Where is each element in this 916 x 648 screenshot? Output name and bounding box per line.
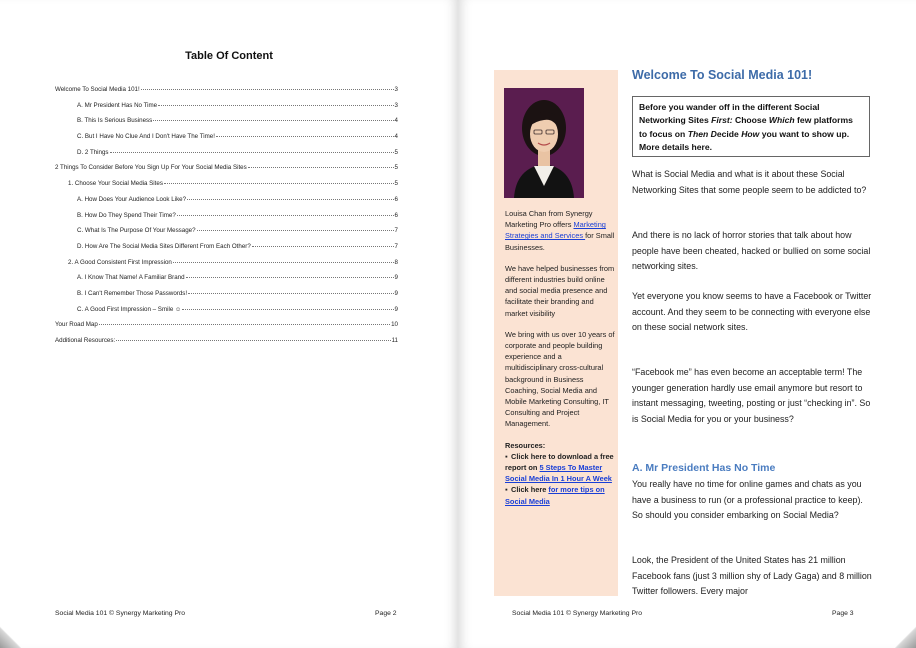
toc-entry-label: B. How Do They Spend Their Time? (77, 211, 176, 219)
toc-entry-page: 8 (394, 258, 398, 266)
toc-entry-page: 9 (394, 305, 398, 313)
toc-entry-label: Additional Resources: (55, 337, 116, 344)
sidebar-intro (505, 208, 615, 253)
callout-text-5: few platforms to focus on (639, 115, 853, 139)
toc-leader-dots (158, 105, 393, 106)
toc-entry[interactable] (55, 86, 398, 102)
toc-entry-page: 7 (394, 227, 398, 235)
toc-title: Table Of Content (185, 50, 273, 62)
page-heading: Welcome To Social Media 101! (632, 68, 813, 82)
toc-entry-page: 4 (394, 133, 398, 141)
toc-leader-dots (153, 120, 393, 121)
toc-entry-label: D. 2 Things (77, 148, 109, 156)
sidebar-intro-text: Louisa Chan from Synergy Marketing Pro offers (505, 209, 593, 230)
free-report-link[interactable]: 5 Steps To Master Social Media In 1 Hour A Week (505, 463, 612, 484)
toc-list (55, 86, 398, 353)
toc-entry-label: A. I Know That Name! A Familiar Brand (77, 274, 185, 282)
toc-leader-dots (216, 136, 394, 137)
toc-entry-label: D. How Are The Social Media Sites Different From Each Other? (77, 242, 251, 250)
toc-entry-label: B. I Can't Remember Those Passwords! (77, 289, 188, 297)
toc-entry-label: A. Mr President Has No Time (77, 101, 158, 109)
paragraph-3: Yet everyone you know seems to have a Facebook or Twitter account. And they seem to be connecting with everyone else on these social network sites. (632, 291, 872, 333)
resource-item (505, 451, 615, 485)
callout-text-4: Which (768, 115, 795, 126)
toc-entry[interactable] (55, 259, 398, 275)
toc-entry[interactable] (55, 180, 398, 196)
toc-leader-dots (173, 262, 394, 263)
toc-entry[interactable] (55, 243, 398, 259)
toc-leader-dots (116, 340, 390, 341)
toc-entry-page: 7 (394, 242, 398, 250)
toc-entry[interactable] (55, 337, 398, 353)
paragraph-6: Look, the President of the United States has 21 million Facebook fans (just 3 million shy of Lady Gaga) and 8 million Twitter followers. Every major (632, 555, 872, 597)
toc-leader-dots (197, 230, 394, 231)
toc-entry[interactable] (55, 133, 398, 149)
toc-entry[interactable] (55, 290, 398, 306)
sidebar-para-2: We have helped businesses from different industries build online and social media presence and facilitate their branding and market visibility (505, 263, 615, 318)
toc-entry[interactable] (55, 149, 398, 165)
callout-text-7: ecide (716, 128, 742, 139)
footer-right-page-number: Page 3 (832, 610, 854, 617)
bullet-icon: ▪ (505, 451, 508, 461)
toc-leader-dots (110, 152, 394, 153)
marketing-services-link[interactable]: Marketing Strategies and Services (505, 220, 606, 241)
sidebar-text (505, 208, 615, 507)
author-sidebar (494, 70, 618, 596)
toc-entry-label: C. A Good First Impression – Smile ☺ (77, 305, 182, 313)
toc-leader-dots (188, 293, 393, 294)
toc-leader-dots (248, 167, 394, 168)
toc-entry-label: 2 Things To Consider Before You Sign Up For Your Social Media Sites (55, 164, 247, 172)
resources-title: Resources: (505, 440, 546, 450)
toc-entry-label: A. How Does Your Audience Look Like? (77, 195, 187, 203)
resource-1-text: Click here to download a free report on (505, 451, 614, 473)
toc-leader-dots (141, 89, 394, 90)
toc-entry[interactable] (55, 212, 398, 228)
toc-leader-dots (186, 277, 394, 278)
callout-text-1: Before you wander off in the different Social Networking Sites (639, 102, 820, 126)
toc-entry-label: C. What Is The Purpose Of Your Message? (77, 227, 196, 235)
toc-leader-dots (99, 324, 390, 325)
paragraph-2: And there is no lack of horror stories that talk about how people have been cheated, hacked or bullied on some social networking sites. (632, 230, 871, 272)
toc-entry-page: 11 (391, 337, 398, 344)
paragraph-5: You really have no time for online games and chats as you have a business to run (or a professional practice to keep). So should you consider embarking on Social Media? (632, 479, 863, 521)
toc-entry-page: 4 (394, 117, 398, 125)
toc-entry-label: 2. A Good Consistent First Impression (68, 258, 172, 266)
toc-entry-label: Your Road Map (55, 321, 98, 329)
toc-entry-page: 6 (394, 211, 398, 219)
page-curl-left[interactable] (0, 626, 22, 648)
toc-entry[interactable] (55, 102, 398, 118)
toc-entry[interactable] (55, 321, 398, 337)
footer-right-text: Social Media 101 © Synergy Marketing Pro (512, 610, 643, 617)
toc-entry[interactable] (55, 117, 398, 133)
toc-entry-page: 5 (394, 164, 398, 172)
resources-list (505, 451, 615, 507)
toc-entry[interactable] (55, 196, 398, 212)
callout-text-3: Choose (732, 115, 769, 126)
subheading: A. Mr President Has No Time (632, 462, 776, 474)
paragraph-1: What is Social Media and what is it about these Social Networking Sites that some people seem to be addicted to? (632, 169, 867, 195)
callout-text-8: How (741, 128, 760, 139)
footer-page-number: Page 2 (375, 610, 397, 617)
toc-entry-page: 10 (391, 321, 398, 329)
toc-entry-label: B. This Is Serious Business (77, 117, 153, 125)
sidebar-intro-end: for Small Businesses. (505, 231, 615, 252)
toc-entry-page: 9 (394, 289, 398, 297)
toc-leader-dots (187, 199, 394, 200)
toc-entry[interactable] (55, 306, 398, 322)
toc-leader-dots (252, 246, 394, 247)
callout-text-9: you want to show up. More details here. (639, 128, 850, 152)
toc-entry-label: 1. Choose Your Social Media Sites (68, 180, 163, 188)
toc-entry-label: Welcome To Social Media 101! (55, 86, 140, 93)
toc-entry-page: 9 (394, 274, 398, 282)
callout-text-6: Then D (687, 128, 717, 139)
author-photo (504, 88, 584, 198)
toc-leader-dots (182, 309, 393, 310)
footer-left-text: Social Media 101 © Synergy Marketing Pro (55, 610, 186, 617)
toc-entry-page: 5 (394, 148, 398, 156)
more-tips-link[interactable]: for more tips on Social Media (505, 485, 605, 506)
callout-text-2: First: (711, 115, 733, 126)
resource-item (505, 484, 615, 506)
toc-entry[interactable] (55, 227, 398, 243)
toc-entry[interactable] (55, 164, 398, 180)
toc-entry-page: 6 (394, 195, 398, 203)
callout-box[interactable] (632, 96, 870, 157)
bullet-icon: ▪ (505, 485, 508, 495)
toc-entry-page: 5 (394, 180, 398, 188)
sidebar-para-3: We bring with us over 10 years of corporate and people building experience and a multidisciplinary cross-cultural background in Business Coaching, Social Media and Mobile Marketing Consulting, IT Consulting and Project Management. (505, 329, 615, 429)
paragraph-4: “Facebook me” has even become an acceptable term! The younger generation hardly use email anymore but resort to instant messaging, tweeting, posting or just “checking in”. So is Social Media for you or your business? (632, 367, 871, 424)
toc-leader-dots (177, 215, 394, 216)
resource-2-text: Click here (511, 485, 549, 495)
toc-entry-page: 3 (394, 86, 398, 93)
toc-entry-label: C. But I Have No Clue And I Don't Have The Time! (77, 133, 215, 141)
page-curl-right[interactable] (894, 626, 916, 648)
toc-entry[interactable] (55, 274, 398, 290)
toc-entry-page: 3 (394, 101, 398, 109)
toc-leader-dots (164, 183, 394, 184)
